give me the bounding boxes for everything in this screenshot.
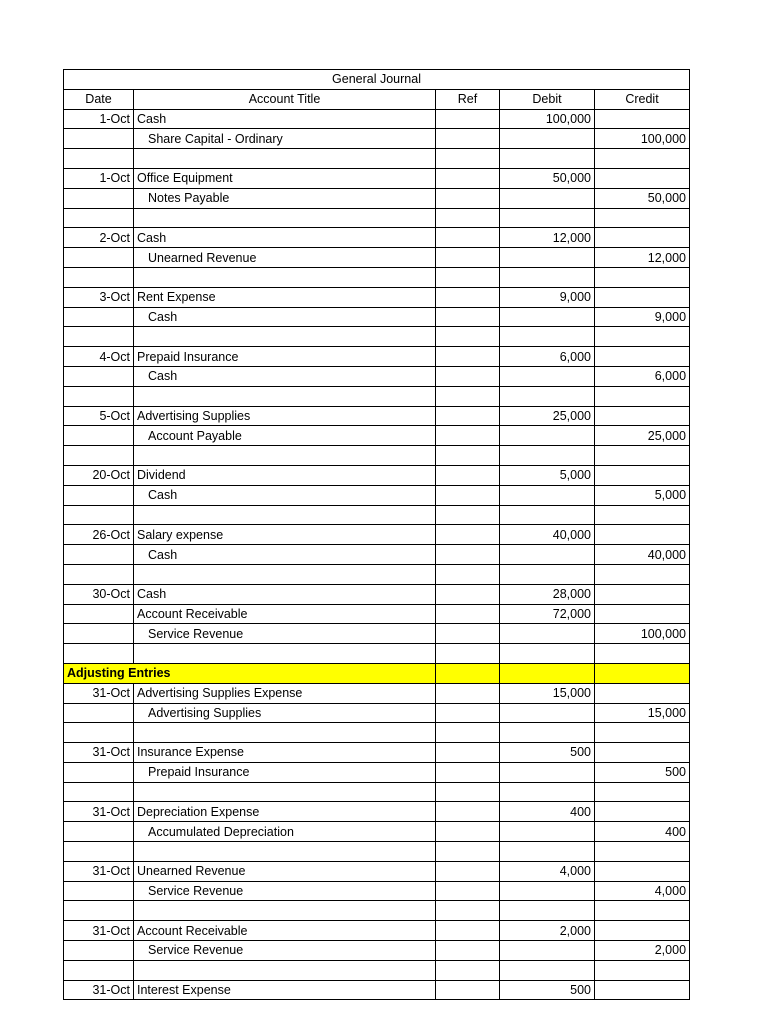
credit-cell [595, 465, 690, 485]
ref-cell [436, 782, 500, 802]
credit-cell [595, 683, 690, 703]
blank-row [64, 267, 690, 287]
credit-cell: 2,000 [595, 941, 690, 961]
date-cell: 4-Oct [64, 347, 134, 367]
debit-cell [500, 782, 595, 802]
journal-row [64, 287, 690, 307]
date-cell [64, 960, 134, 980]
account-cell: Service Revenue [134, 941, 436, 961]
date-cell [64, 327, 134, 347]
journal-row [64, 366, 690, 386]
credit-cell [595, 109, 690, 129]
account-cell: Cash [134, 307, 436, 327]
account-cell: Account Receivable [134, 604, 436, 624]
credit-cell [595, 406, 690, 426]
header-row [64, 89, 690, 109]
debit-cell: 40,000 [500, 525, 595, 545]
debit-cell [500, 822, 595, 842]
credit-cell: 9,000 [595, 307, 690, 327]
account-title-header: Account Title [134, 89, 436, 109]
debit-cell: 15,000 [500, 683, 595, 703]
debit-header: Debit [500, 89, 595, 109]
debit-cell [500, 960, 595, 980]
date-cell [64, 782, 134, 802]
empty-cell [500, 663, 595, 683]
blank-row [64, 842, 690, 862]
account-cell: Advertising Supplies [134, 703, 436, 723]
account-cell: Account Payable [134, 426, 436, 446]
date-cell [64, 644, 134, 664]
credit-cell [595, 782, 690, 802]
journal-row [64, 188, 690, 208]
blank-row [64, 782, 690, 802]
ref-cell [436, 941, 500, 961]
ref-cell [436, 861, 500, 881]
ref-cell [436, 446, 500, 466]
debit-cell: 400 [500, 802, 595, 822]
journal-row [64, 465, 690, 485]
credit-cell: 40,000 [595, 545, 690, 565]
date-cell [64, 505, 134, 525]
account-cell: Accumulated Depreciation [134, 822, 436, 842]
ref-cell [436, 406, 500, 426]
journal-row [64, 485, 690, 505]
debit-cell [500, 327, 595, 347]
debit-cell [500, 366, 595, 386]
credit-cell [595, 228, 690, 248]
date-cell: 31-Oct [64, 802, 134, 822]
date-cell [64, 842, 134, 862]
credit-cell [595, 842, 690, 862]
account-cell: Cash [134, 545, 436, 565]
blank-row [64, 901, 690, 921]
account-cell [134, 149, 436, 169]
credit-header: Credit [595, 89, 690, 109]
debit-cell [500, 703, 595, 723]
empty-cell [436, 663, 500, 683]
account-cell [134, 386, 436, 406]
date-cell: 31-Oct [64, 683, 134, 703]
empty-cell [595, 663, 690, 683]
account-cell [134, 564, 436, 584]
debit-cell [500, 208, 595, 228]
ref-cell [436, 188, 500, 208]
journal-row [64, 545, 690, 565]
date-cell: 20-Oct [64, 465, 134, 485]
journal-row [64, 129, 690, 149]
debit-cell: 500 [500, 743, 595, 763]
credit-cell: 50,000 [595, 188, 690, 208]
ref-cell [436, 960, 500, 980]
credit-cell [595, 980, 690, 1000]
credit-cell [595, 861, 690, 881]
ref-cell [436, 762, 500, 782]
ref-cell [436, 644, 500, 664]
ref-cell [436, 168, 500, 188]
date-cell [64, 545, 134, 565]
date-header: Date [64, 89, 134, 109]
blank-row [64, 960, 690, 980]
blank-row [64, 564, 690, 584]
debit-cell [500, 188, 595, 208]
journal-row [64, 881, 690, 901]
debit-cell [500, 446, 595, 466]
date-cell [64, 129, 134, 149]
account-cell: Share Capital - Ordinary [134, 129, 436, 149]
credit-cell: 400 [595, 822, 690, 842]
debit-cell [500, 762, 595, 782]
ref-cell [436, 604, 500, 624]
journal-row [64, 762, 690, 782]
date-cell: 31-Oct [64, 980, 134, 1000]
journal-row [64, 861, 690, 881]
ref-cell [436, 822, 500, 842]
debit-cell [500, 624, 595, 644]
ref-cell [436, 505, 500, 525]
date-cell [64, 901, 134, 921]
debit-cell: 2,000 [500, 921, 595, 941]
debit-cell [500, 901, 595, 921]
account-cell: Service Revenue [134, 881, 436, 901]
credit-cell [595, 564, 690, 584]
date-cell [64, 149, 134, 169]
credit-cell [595, 505, 690, 525]
account-cell [134, 901, 436, 921]
journal-title: General Journal [64, 70, 690, 90]
ref-cell [436, 683, 500, 703]
credit-cell [595, 584, 690, 604]
credit-cell: 25,000 [595, 426, 690, 446]
journal-row [64, 980, 690, 1000]
ref-cell [436, 307, 500, 327]
date-cell: 26-Oct [64, 525, 134, 545]
credit-cell [595, 901, 690, 921]
ref-header: Ref [436, 89, 500, 109]
date-cell [64, 881, 134, 901]
debit-cell [500, 485, 595, 505]
general-journal-table [63, 69, 690, 1000]
account-cell: Notes Payable [134, 188, 436, 208]
account-cell: Cash [134, 485, 436, 505]
debit-cell [500, 842, 595, 862]
account-cell: Dividend [134, 465, 436, 485]
debit-cell [500, 881, 595, 901]
ref-cell [436, 347, 500, 367]
journal-row [64, 347, 690, 367]
ref-cell [436, 228, 500, 248]
account-cell [134, 267, 436, 287]
debit-cell [500, 149, 595, 169]
ref-cell [436, 881, 500, 901]
date-cell [64, 604, 134, 624]
debit-cell: 9,000 [500, 287, 595, 307]
date-cell: 30-Oct [64, 584, 134, 604]
account-cell [134, 782, 436, 802]
ref-cell [436, 921, 500, 941]
date-cell [64, 366, 134, 386]
credit-cell [595, 802, 690, 822]
credit-cell [595, 208, 690, 228]
journal-row [64, 802, 690, 822]
ref-cell [436, 485, 500, 505]
ref-cell [436, 743, 500, 763]
credit-cell [595, 604, 690, 624]
account-cell [134, 446, 436, 466]
journal-row [64, 941, 690, 961]
account-cell: Unearned Revenue [134, 861, 436, 881]
debit-cell: 100,000 [500, 109, 595, 129]
account-cell [134, 208, 436, 228]
credit-cell [595, 446, 690, 466]
debit-cell: 28,000 [500, 584, 595, 604]
account-cell: Rent Expense [134, 287, 436, 307]
account-cell: Prepaid Insurance [134, 762, 436, 782]
credit-cell [595, 525, 690, 545]
debit-cell: 72,000 [500, 604, 595, 624]
credit-cell [595, 168, 690, 188]
credit-cell [595, 960, 690, 980]
credit-cell [595, 149, 690, 169]
date-cell [64, 426, 134, 446]
ref-cell [436, 366, 500, 386]
journal-row [64, 525, 690, 545]
debit-cell: 4,000 [500, 861, 595, 881]
debit-cell [500, 426, 595, 446]
credit-cell [595, 327, 690, 347]
credit-cell: 500 [595, 762, 690, 782]
ref-cell [436, 980, 500, 1000]
debit-cell: 6,000 [500, 347, 595, 367]
date-cell: 31-Oct [64, 743, 134, 763]
credit-cell [595, 921, 690, 941]
date-cell: 1-Oct [64, 168, 134, 188]
debit-cell [500, 386, 595, 406]
account-cell [134, 723, 436, 743]
account-cell: Salary expense [134, 525, 436, 545]
debit-cell: 50,000 [500, 168, 595, 188]
credit-cell [595, 386, 690, 406]
ref-cell [436, 802, 500, 822]
blank-row [64, 208, 690, 228]
date-cell [64, 307, 134, 327]
debit-cell [500, 723, 595, 743]
date-cell [64, 941, 134, 961]
date-cell [64, 208, 134, 228]
blank-row [64, 446, 690, 466]
debit-cell [500, 267, 595, 287]
blank-row [64, 505, 690, 525]
account-cell: Cash [134, 584, 436, 604]
date-cell: 2-Oct [64, 228, 134, 248]
credit-cell [595, 347, 690, 367]
debit-cell: 12,000 [500, 228, 595, 248]
account-cell: Unearned Revenue [134, 248, 436, 268]
journal-row [64, 921, 690, 941]
account-cell: Office Equipment [134, 168, 436, 188]
ref-cell [436, 465, 500, 485]
ref-cell [436, 386, 500, 406]
debit-cell [500, 248, 595, 268]
date-cell [64, 624, 134, 644]
journal-row [64, 624, 690, 644]
date-cell: 31-Oct [64, 861, 134, 881]
debit-cell [500, 644, 595, 664]
blank-row [64, 644, 690, 664]
ref-cell [436, 584, 500, 604]
debit-cell [500, 941, 595, 961]
ref-cell [436, 287, 500, 307]
credit-cell: 6,000 [595, 366, 690, 386]
credit-cell: 100,000 [595, 624, 690, 644]
journal-row [64, 307, 690, 327]
ref-cell [436, 842, 500, 862]
journal-row [64, 406, 690, 426]
account-cell [134, 960, 436, 980]
journal-row [64, 703, 690, 723]
credit-cell: 4,000 [595, 881, 690, 901]
account-cell: Insurance Expense [134, 743, 436, 763]
account-cell [134, 644, 436, 664]
ref-cell [436, 248, 500, 268]
ref-cell [436, 267, 500, 287]
debit-cell: 500 [500, 980, 595, 1000]
journal-row [64, 822, 690, 842]
journal-row [64, 604, 690, 624]
ref-cell [436, 564, 500, 584]
credit-cell: 12,000 [595, 248, 690, 268]
ref-cell [436, 426, 500, 446]
debit-cell: 5,000 [500, 465, 595, 485]
journal-row [64, 248, 690, 268]
journal-row [64, 109, 690, 129]
account-cell: Cash [134, 366, 436, 386]
debit-cell: 25,000 [500, 406, 595, 426]
account-cell: Prepaid Insurance [134, 347, 436, 367]
date-cell [64, 248, 134, 268]
account-cell: Advertising Supplies Expense [134, 683, 436, 703]
ref-cell [436, 723, 500, 743]
account-cell [134, 505, 436, 525]
journal-row [64, 584, 690, 604]
debit-cell [500, 564, 595, 584]
ref-cell [436, 109, 500, 129]
account-cell: Service Revenue [134, 624, 436, 644]
journal-row [64, 426, 690, 446]
adjusting-entries-row [64, 663, 690, 683]
title-row [64, 70, 690, 90]
date-cell [64, 386, 134, 406]
account-cell: Interest Expense [134, 980, 436, 1000]
account-cell: Advertising Supplies [134, 406, 436, 426]
blank-row [64, 149, 690, 169]
credit-cell: 5,000 [595, 485, 690, 505]
credit-cell: 15,000 [595, 703, 690, 723]
credit-cell [595, 267, 690, 287]
date-cell [64, 723, 134, 743]
date-cell [64, 446, 134, 466]
credit-cell [595, 287, 690, 307]
date-cell [64, 485, 134, 505]
date-cell: 1-Oct [64, 109, 134, 129]
journal-row [64, 683, 690, 703]
adjusting-entries-label: Adjusting Entries [64, 663, 436, 683]
credit-cell [595, 743, 690, 763]
ref-cell [436, 901, 500, 921]
ref-cell [436, 525, 500, 545]
date-cell [64, 703, 134, 723]
account-cell [134, 842, 436, 862]
journal-row [64, 228, 690, 248]
date-cell [64, 564, 134, 584]
blank-row [64, 723, 690, 743]
journal-row [64, 168, 690, 188]
ref-cell [436, 208, 500, 228]
date-cell [64, 267, 134, 287]
account-cell: Account Receivable [134, 921, 436, 941]
debit-cell [500, 505, 595, 525]
date-cell: 31-Oct [64, 921, 134, 941]
debit-cell [500, 307, 595, 327]
account-cell: Depreciation Expense [134, 802, 436, 822]
credit-cell [595, 723, 690, 743]
account-cell [134, 327, 436, 347]
ref-cell [436, 149, 500, 169]
blank-row [64, 386, 690, 406]
debit-cell [500, 129, 595, 149]
ref-cell [436, 703, 500, 723]
ref-cell [436, 545, 500, 565]
ref-cell [436, 327, 500, 347]
date-cell: 3-Oct [64, 287, 134, 307]
credit-cell: 100,000 [595, 129, 690, 149]
date-cell [64, 762, 134, 782]
date-cell [64, 188, 134, 208]
ref-cell [436, 129, 500, 149]
blank-row [64, 327, 690, 347]
debit-cell [500, 545, 595, 565]
journal-row [64, 743, 690, 763]
account-cell: Cash [134, 228, 436, 248]
ref-cell [436, 624, 500, 644]
date-cell [64, 822, 134, 842]
credit-cell [595, 644, 690, 664]
account-cell: Cash [134, 109, 436, 129]
date-cell: 5-Oct [64, 406, 134, 426]
